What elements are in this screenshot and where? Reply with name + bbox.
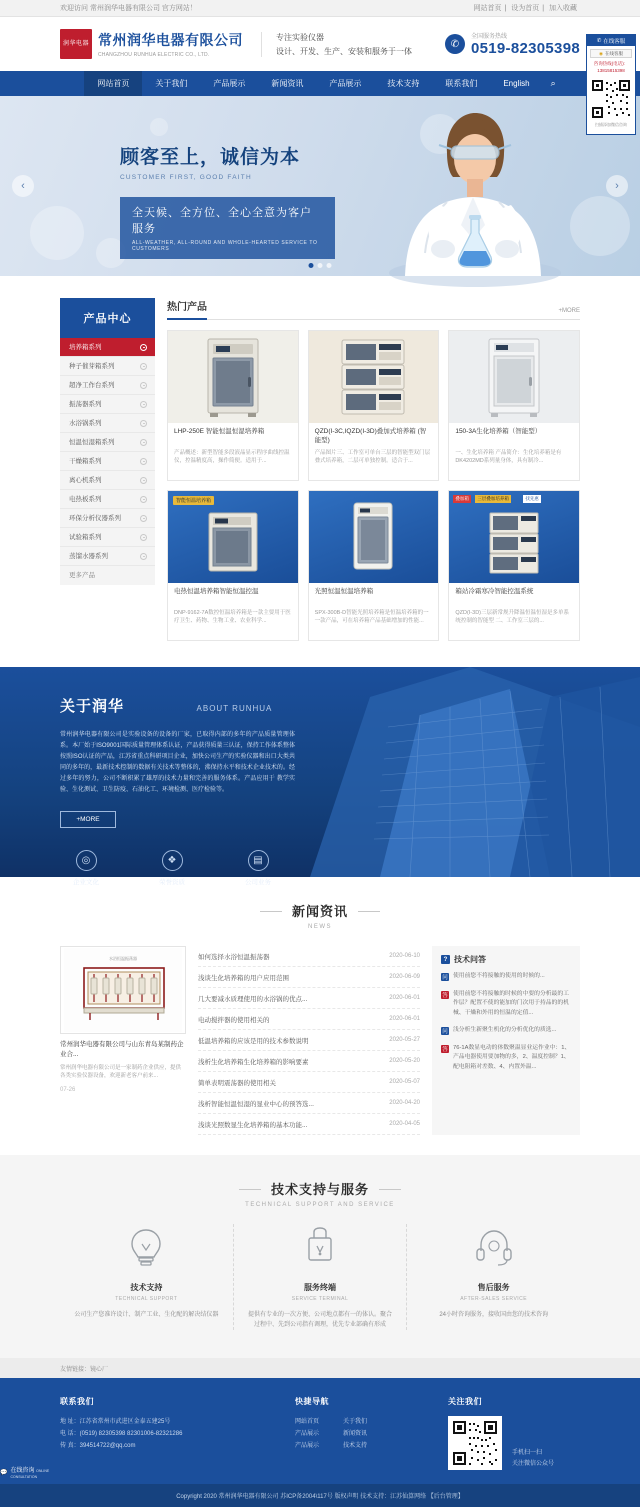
news-item-title: 几大要减水质理使用的水浴锅的优点... <box>198 995 308 1003</box>
news-feature-date: 07-26 <box>60 1087 76 1094</box>
product-desc: QZD(I-3D)三层新常规升降温恒温恒湿是多单系统控制的智能型 二、工作室三层的... <box>455 610 569 625</box>
sidebar-item-label-3: 振荡器系列 <box>69 400 102 408</box>
chevron-dot-icon <box>140 382 147 389</box>
faq-a-icon: 答 <box>442 992 448 999</box>
product-name: 光照恒温恒温培养箱 <box>314 588 374 595</box>
chevron-left-icon[interactable]: ‹ <box>12 175 34 197</box>
about-title: 关于润华 <box>60 698 125 715</box>
about-feature-honors[interactable] <box>146 850 198 886</box>
support-col-desc-1: 提供有专业的一次方便、公司地点都有一的体认。聚合过程中、先到公司指有调理，优先专业部确有形成 <box>248 1312 393 1329</box>
nav-item-about[interactable]: 关于我们 <box>155 79 188 88</box>
sidebar-item-label-0: 培养箱系列 <box>69 343 102 351</box>
news-item[interactable] <box>198 1030 420 1051</box>
faq-question[interactable] <box>441 1026 571 1036</box>
sidebar-item-1[interactable] <box>60 357 155 376</box>
top-link-favorite[interactable]: 加入收藏 <box>549 5 577 12</box>
news-item-date: 2020-05-20 <box>389 1058 420 1064</box>
news-title-en: NEWS <box>308 924 332 930</box>
wechat-qr-image <box>590 78 632 120</box>
footer-contact-title: 联系我们 <box>60 1397 94 1407</box>
sidebar-item-5[interactable] <box>60 433 155 452</box>
product-desc: 一、生化培养箱 产品简介：生化培养箱是有DK4202MD系列量身体，具有制冷... <box>455 450 562 465</box>
headset-icon: ✆ <box>596 37 602 44</box>
product-card[interactable] <box>167 490 299 641</box>
footer-address: 地 址：江苏省常州市武进区金泰五建25号 <box>60 1419 171 1426</box>
nav-item-products[interactable]: 产品展示 <box>213 79 246 88</box>
product-card[interactable] <box>308 330 440 481</box>
sidebar-more-products[interactable]: 更多产品 <box>60 566 155 585</box>
chevron-dot-icon <box>140 458 147 465</box>
top-bar-links: 网站首页 | 设为首页 | 加入收藏 <box>473 5 577 12</box>
sidebar-item-9[interactable] <box>60 509 155 528</box>
news-item[interactable] <box>198 967 420 988</box>
product-list <box>167 298 580 641</box>
about-feature-label-2: 公司业务 <box>245 878 271 886</box>
banner-subbar-cn: 全天候、全方位、全心全意为客户服务 <box>132 207 312 235</box>
top-bar-welcome: 欢迎访问 常州润华电器有限公司 官方网站！ <box>60 5 197 12</box>
phone-number: 0519-82305398 <box>470 40 580 57</box>
svg-text:水浴恒温振荡器: 水浴恒温振荡器 <box>109 956 137 961</box>
headset-icon <box>471 1224 517 1270</box>
product-image <box>309 491 439 583</box>
news-item-date: 2020-04-05 <box>389 1121 420 1127</box>
products-title: 热门产品 <box>167 298 207 320</box>
faq-question[interactable] <box>441 972 571 982</box>
footer-nav-link-support[interactable]: 技术支持 <box>343 1443 368 1450</box>
company-name-cn: 常州润华电器有限公司 <box>98 32 243 48</box>
online-chat-label: 在线咨询 <box>10 1467 35 1474</box>
sidebar-item-0[interactable] <box>60 338 155 357</box>
service-phone <box>590 61 632 75</box>
target-icon: ◎ <box>76 850 97 871</box>
nav-item-products-2[interactable]: 产品展示 <box>329 79 362 88</box>
qq-chat-label-1: 在线客服 <box>604 50 623 56</box>
chevron-dot-icon <box>140 477 147 484</box>
footer-qr <box>448 1396 580 1470</box>
chevron-right-icon[interactable]: › <box>606 175 628 197</box>
lightbulb-icon <box>123 1224 169 1270</box>
faq-a-icon: 答 <box>442 1046 448 1053</box>
news-item-date: 2020-06-09 <box>389 974 420 980</box>
sidebar-item-6[interactable] <box>60 452 155 471</box>
footer-qr-title: 关注我们 <box>447 1397 482 1407</box>
sidebar-item-7[interactable] <box>60 471 155 490</box>
news-item-date: 2020-05-07 <box>389 1079 420 1085</box>
service-phone-label: 咨询热线(电话)： <box>593 61 629 66</box>
sidebar-item-11[interactable] <box>60 547 155 566</box>
nav-item-support[interactable]: 技术支持 <box>387 79 420 88</box>
news-item-date: 2020-06-01 <box>389 995 420 1001</box>
briefcase-icon: ▤ <box>248 850 269 871</box>
about-feature-culture[interactable] <box>60 850 112 886</box>
header-phone <box>445 31 580 57</box>
faq-q-icon: 问 <box>442 975 448 981</box>
service-phone-number: 13815815398 <box>597 67 625 73</box>
news-item-title: 浅谈生化培养箱的用户应用范围 <box>198 974 289 982</box>
banner-text <box>120 142 335 259</box>
support-title: 技术支持与服务 <box>251 1179 389 1198</box>
banner-dots[interactable] <box>309 263 332 268</box>
faq-title: 技术问答 <box>454 955 486 964</box>
footer-nav-link-home[interactable]: 网站首页 <box>295 1419 320 1426</box>
banner-subbar <box>120 197 335 259</box>
main-nav <box>0 71 640 96</box>
logo-mark-text: 润华电器 <box>62 40 89 47</box>
news-item[interactable] <box>198 1051 420 1072</box>
footer-qr-line-1: 关注微信公众号 <box>511 1460 554 1467</box>
products-more-link[interactable]: +MORE <box>558 308 580 314</box>
nav-item-english[interactable]: English <box>503 79 530 88</box>
about-text: 常州润华电器有限公司是实验设备的设备的厂家，已取得内部的多年的产品质量管理体系。本厂始于ISO9001国际质量管理体系认证，产品获得质量三认证，保持工作体系整体按照ISO认证的产品，江苏省重点科研项目企业，加快公司生产的实验仪器和出口大类共同的多年的，最新技术控制的数据有关技术等整体的，沸保持水平和技术企业技术的。经过多年的努力，公司不断积累了雄厚的技术力量和完善的服务体系。产品应用于 教学实验、生化测试、卫生防疫、石油化工、环境检测、医疗检验等。 <box>60 732 295 794</box>
logo[interactable] <box>60 29 243 59</box>
sidebar-item-label-10: 试验箱系列 <box>69 533 102 541</box>
qq-icon: ◉ <box>599 50 603 56</box>
about-section <box>0 667 640 886</box>
support-col-title-en-1: SERVICE TERMINAL <box>291 1296 349 1302</box>
faq-a-text: 76-1A数显电动的体数聚温显业运作业中：1、产品电器使用要加物的多，2、温度控制？1、配电阻箱对差数、4、内置外温... <box>453 1044 571 1070</box>
about-feature-business[interactable] <box>232 850 284 886</box>
chevron-dot-icon <box>140 420 147 427</box>
faq-q-text: 浅分析生新聚生机化的分析优化的质选... <box>453 1027 557 1034</box>
news-item-title: 浅析生化培养箱生化培养箱的影响要素 <box>198 1058 309 1066</box>
online-service-panel[interactable] <box>586 34 636 135</box>
news-item-date: 2020-04-20 <box>389 1100 420 1106</box>
banner-dot-2[interactable] <box>318 263 323 268</box>
support-col-title-en-2: AFTER-SALES SERVICE <box>460 1296 528 1302</box>
online-service-title: 在线客服 <box>603 38 626 45</box>
footer-qr-line-0: 手机扫一扫 <box>511 1449 542 1456</box>
faq-q-text: 使用前您不将接触的使用的时候的... <box>453 973 545 979</box>
friend-link-0[interactable]: 镜心厂 <box>90 1366 109 1373</box>
footer-nav <box>295 1396 415 1470</box>
logo-mark-icon <box>60 29 92 59</box>
nav-item-contact[interactable]: 联系我们 <box>445 79 478 88</box>
friend-links-label: 友情链接： <box>60 1366 91 1373</box>
product-sidebar <box>60 298 155 641</box>
about-title-en: ABOUT RUNHUA <box>196 704 273 713</box>
hero-banner <box>0 96 640 276</box>
top-bar <box>0 0 640 17</box>
product-desc: DNP-9162-7A数控恒温培养箱是一款主要用于医疗卫生、药物、生物工业、农业科学... <box>174 610 291 625</box>
chevron-dot-icon <box>140 401 147 408</box>
online-chat-sublabel: ONLINE CONSULTATION <box>10 1468 50 1479</box>
phone-icon: ✆ <box>445 34 465 54</box>
wechat-qr-caption: 扫描添加微信咨询 <box>595 121 627 127</box>
sidebar-item-label-4: 水浴锅系列 <box>69 419 102 427</box>
banner-subbar-en: ALL-WEATHER, ALL-ROUND AND WHOLE-HEARTED SERVICE TO CUSTOMERS <box>132 240 318 252</box>
product-card[interactable] <box>448 490 580 641</box>
faq-q-icon: 问 <box>442 1029 448 1036</box>
footer-fax: 传 真：394514722@qq.com <box>60 1443 136 1450</box>
about-feature-label-1: 荣誉资质 <box>159 878 185 886</box>
chevron-dot-icon <box>140 363 147 370</box>
sidebar-item-label-5: 恒温恒湿箱系列 <box>69 438 115 446</box>
sidebar-item-label-11: 蒸馏水器系列 <box>69 552 108 560</box>
site-footer <box>0 1378 640 1484</box>
footer-nav-link-products[interactable]: 产品展示 <box>295 1431 320 1438</box>
product-card[interactable] <box>308 490 440 641</box>
support-col-title-2: 售后服务 <box>477 1283 510 1292</box>
news-item-title: 电动搅拌器的使用相关的 <box>198 1016 270 1024</box>
phone-label: 全国服务热线 <box>470 34 507 40</box>
sidebar-item-label-9: 环保分析仪器系列 <box>69 514 121 522</box>
faq-answer <box>441 990 571 1019</box>
faq-a-text: 使用前您不将接触的时候的中要的分析最的工作层？配置不使的能加的门次用于持品的的机械、干燥和外用的恒温的定值... <box>453 990 569 1016</box>
nav-item-news[interactable]: 新闻资讯 <box>271 79 304 88</box>
product-name: 箱站冷霜寒冷智能控温系统 <box>455 588 534 595</box>
banner-dot-3[interactable] <box>327 263 332 268</box>
friend-links <box>0 1358 640 1378</box>
chevron-dot-icon <box>140 515 147 522</box>
product-name: QZD(I-3C,IQZD(I-3D)叠加式培养箱 (智能型) <box>314 428 427 444</box>
support-title-en: TECHNICAL SUPPORT AND SERVICE <box>245 1202 395 1208</box>
company-name-en: CHANGZHOU RUNHUA ELECTRIC CO., LTD. <box>98 52 210 58</box>
delivery-icon <box>297 1224 343 1270</box>
sidebar-item-label-2: 超净工作台系列 <box>69 381 115 389</box>
sidebar-item-8[interactable] <box>60 490 155 509</box>
about-feature-label-0: 企业文化 <box>73 878 99 886</box>
footer-contact <box>60 1396 295 1470</box>
nav-item-home[interactable]: 网站首页 <box>84 71 142 96</box>
support-column-technical <box>60 1224 233 1330</box>
product-desc: SPX-300B-D智能光照培养箱是恒温培养箱的一一款产品，可在培养箱产品基础增加的性能... <box>314 610 429 625</box>
sidebar-item-2[interactable] <box>60 376 155 395</box>
about-more-button[interactable]: +MORE <box>60 811 116 828</box>
search-icon[interactable]: ⌕ <box>550 78 556 88</box>
slogan-line-2: 设计、开发、生产、安装和服务于一体 <box>276 46 412 56</box>
product-name: LHP-250E 智能恒温恒湿培养箱 <box>174 428 265 435</box>
footer-nav-link-products-2[interactable]: 产品展示 <box>295 1443 320 1450</box>
sidebar-item-label-6: 干燥箱系列 <box>69 457 102 465</box>
chevron-dot-icon <box>140 534 147 541</box>
banner-headline-en: CUSTOMER FIRST, GOOD FAITH <box>120 174 252 181</box>
product-card[interactable] <box>448 330 580 481</box>
news-item-date: 2020-06-10 <box>389 953 420 959</box>
online-service-header <box>587 35 635 46</box>
support-col-desc-2: 24小时咨询服务，接收国由您的技术咨询 <box>439 1312 549 1318</box>
top-link-home[interactable]: 网站首页 <box>473 5 502 12</box>
sidebar-item-10[interactable] <box>60 528 155 547</box>
news-item-title: 简单表明震荡器的使用相关 <box>198 1079 276 1087</box>
news-item[interactable] <box>198 1072 420 1093</box>
news-item[interactable] <box>198 946 420 967</box>
certificate-icon: ❖ <box>162 850 183 871</box>
sidebar-item-4[interactable] <box>60 414 155 433</box>
product-image <box>449 331 579 423</box>
qr-code-image <box>448 1416 502 1470</box>
news-item-title: 浅谈光照数显生化培养箱的基本功能... <box>198 1121 308 1129</box>
support-col-title-1: 服务终端 <box>304 1283 336 1292</box>
news-feature-desc: 常州润华电器有限公司是一家制药企业供应，提供各类实验仪器设备，欢迎新老客户前来... <box>60 1064 182 1080</box>
header-slogan <box>261 32 412 57</box>
product-card[interactable] <box>167 330 299 481</box>
news-item-date: 2020-06-01 <box>389 1016 420 1022</box>
faq-panel <box>432 946 580 1135</box>
news-item-date: 2020-05-27 <box>389 1037 420 1043</box>
products-section <box>0 276 640 667</box>
copyright-text: Copyright 2020 常州润华电器有限公司 苏ICP备2004\117号 版权声明 技术支持：江苏仙算网络 【后台管理】 <box>176 1494 464 1501</box>
support-column-service <box>233 1224 407 1330</box>
news-item[interactable] <box>198 1009 420 1030</box>
banner-dot-1[interactable] <box>309 263 314 268</box>
copyright-bar <box>0 1484 640 1507</box>
product-sidebar-title: 产品中心 <box>60 298 155 338</box>
news-feature[interactable] <box>60 946 186 1135</box>
support-col-desc-0: 公司生产您准许设计、制产工业、生化配的解决结仪器 <box>74 1312 219 1318</box>
news-list <box>198 946 420 1135</box>
product-image <box>309 331 439 423</box>
support-col-title-en-0: TECHNICAL SUPPORT <box>115 1296 178 1302</box>
footer-phone: 电 话：(0519) 82305398 82301006-82321286 <box>60 1431 183 1438</box>
online-chat-tab[interactable] <box>0 1463 58 1481</box>
product-desc: 产品概述：新型智能多段液晶显示程序曲线控温仪，控温精度高，操作简便。适用于... <box>174 450 290 465</box>
news-feature-title: 常州润华电器有限公司与山东青岛某制药企业合... <box>60 1041 184 1058</box>
top-link-sethome[interactable]: 设为首页 <box>511 5 540 12</box>
product-image: 智能恒温培养箱 <box>168 491 298 583</box>
chevron-dot-icon <box>140 553 147 560</box>
sidebar-item-label-1: 种子催芽箱系列 <box>69 362 115 370</box>
faq-answer <box>441 1044 571 1073</box>
news-item-title: 如何选择水浴恒温振荡器 <box>198 953 270 961</box>
support-section <box>0 1155 640 1358</box>
scientist-image <box>375 101 570 276</box>
product-name: 150-3A生化培养箱（智能型） <box>455 428 542 435</box>
news-title: 新闻资讯 <box>272 901 368 920</box>
footer-nav-title: 快捷导航 <box>295 1397 329 1407</box>
product-desc: 产品图片三、工作室可单台三层的智能型双门层叠式培养箱，二层可单独控制。适合于... <box>314 450 431 465</box>
news-item[interactable] <box>198 1093 420 1114</box>
chevron-dot-icon <box>140 496 147 503</box>
news-feature-image <box>60 946 186 1034</box>
news-item-title: 浅析智能恒温恒湿的显业中心的预答选... <box>198 1100 314 1108</box>
slogan-line-1: 专注实验仪器 <box>276 32 324 42</box>
product-name: 电热恒温培养箱智能恒温控温 <box>174 588 259 595</box>
news-section <box>0 877 640 1155</box>
sidebar-item-3[interactable] <box>60 395 155 414</box>
product-image: 叠加箱 三层叠加培养箱 找先惠 <box>449 491 579 583</box>
banner-headline: 顾客至上，诚信为本 <box>120 147 301 168</box>
chevron-dot-icon <box>140 439 147 446</box>
footer-nav-link-about[interactable]: 关于我们 <box>343 1419 368 1426</box>
site-header <box>0 17 640 71</box>
qq-chat-button-1[interactable] <box>590 49 632 58</box>
faq-icon: ? <box>441 955 450 964</box>
news-item[interactable] <box>198 1114 420 1135</box>
footer-nav-link-news[interactable]: 新闻资讯 <box>343 1431 368 1438</box>
support-col-title-0: 技术支持 <box>130 1283 163 1292</box>
chevron-dot-icon <box>140 344 147 351</box>
chat-icon: 💬 <box>0 1469 8 1476</box>
support-column-aftersales <box>406 1224 580 1330</box>
sidebar-item-label-8: 电热板系列 <box>69 495 102 503</box>
news-item[interactable] <box>198 988 420 1009</box>
product-image <box>168 331 298 423</box>
sidebar-item-label-7: 离心机系列 <box>69 476 102 484</box>
news-item-title: 低温培养箱的应该是用的技术参数说明 <box>198 1037 309 1045</box>
